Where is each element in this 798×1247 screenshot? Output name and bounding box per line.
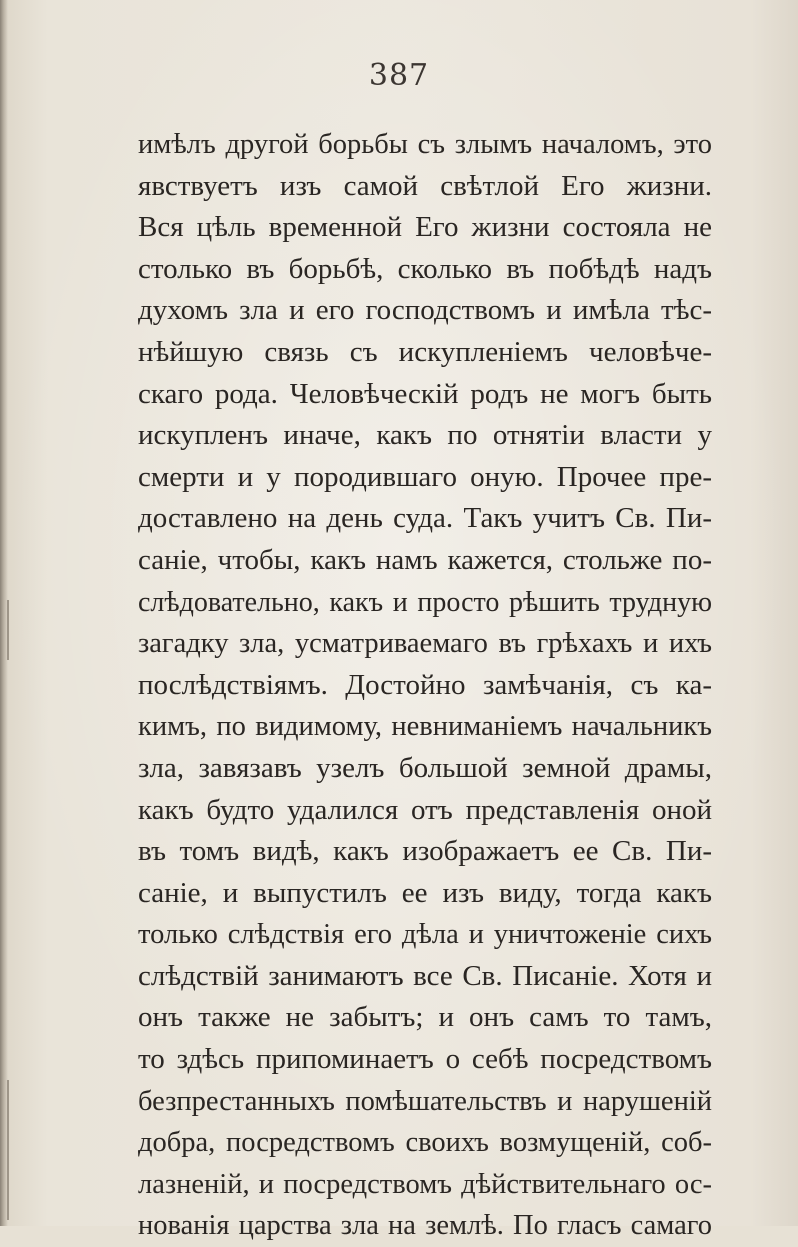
text-line: послѣдствіямъ. Достойно замѣчанія, съ ка- [138, 668, 712, 701]
text-line: саніе, и выпустилъ ее изъ виду, тогда какъ [138, 876, 712, 909]
text-line: въ томъ видѣ, какъ изображаетъ ее Св. Пи- [138, 835, 712, 868]
text-line: доставлено на день суда. Такъ учитъ Св. Пи- [138, 502, 712, 535]
text-line: слѣдовательно, какъ и просто рѣшить трудную [138, 586, 712, 618]
text-line: то здѣсь припоминаетъ о себѣ посредствомъ [138, 1043, 712, 1076]
text-line: зла, завязавъ узелъ большой земной драмы, [138, 751, 712, 784]
page-number: 387 [368, 58, 430, 93]
text-line: кимъ, по видимому, невниманіемъ начальникъ [138, 711, 712, 743]
text-line: Вся цѣль временной Его жизни состояла не [138, 211, 712, 244]
body-text [138, 124, 712, 1247]
text-line: духомъ зла и его господствомъ и имѣла тѣс- [138, 294, 712, 327]
text-line: слѣдствій занимаютъ все Св. Писаніе. Хотя и [138, 959, 712, 992]
text-line: саніе, чтобы, какъ намъ кажется, стольже по- [138, 543, 712, 576]
text-line: смерти и у породившаго оную. Прочее пре- [138, 460, 712, 493]
text-line: какъ будто удалился отъ представленія оной [138, 793, 712, 826]
text-line: имѣлъ другой борьбы съ злымъ началомъ, это [138, 129, 712, 160]
text-line: столько въ борьбѣ, сколько въ побѣдѣ надъ [138, 252, 712, 285]
text-line: нѣйшую связь съ искупленіемъ человѣче- [138, 335, 712, 368]
text-line: только слѣдствія его дѣла и уничтоженіе сихъ [138, 919, 712, 951]
text-line: искупленъ иначе, какъ по отнятіи власти у [138, 419, 712, 452]
text-line: загадку зла, усматриваемаго въ грѣхахъ и ихъ [138, 628, 712, 660]
text-line: явствуетъ изъ самой свѣтлой Его жизни. [138, 169, 712, 202]
edge-mark [7, 1080, 9, 1220]
text-line: лазненій, и посредствомъ дѣйствительнаго ос- [138, 1168, 712, 1200]
text-line: нованія царства зла на землѣ. По гласъ самаго [138, 1210, 712, 1242]
edge-mark [7, 600, 9, 660]
text-line: онъ также не забытъ; и онъ самъ то тамъ, [138, 1001, 712, 1034]
text-line: добра, посредствомъ своихъ возмущеній, соб- [138, 1127, 712, 1159]
text-line: безпрестанныхъ помѣшательствъ и нарушеній [138, 1085, 712, 1117]
text-line: скаго рода. Человѣческій родъ не могъ быть [138, 377, 712, 410]
